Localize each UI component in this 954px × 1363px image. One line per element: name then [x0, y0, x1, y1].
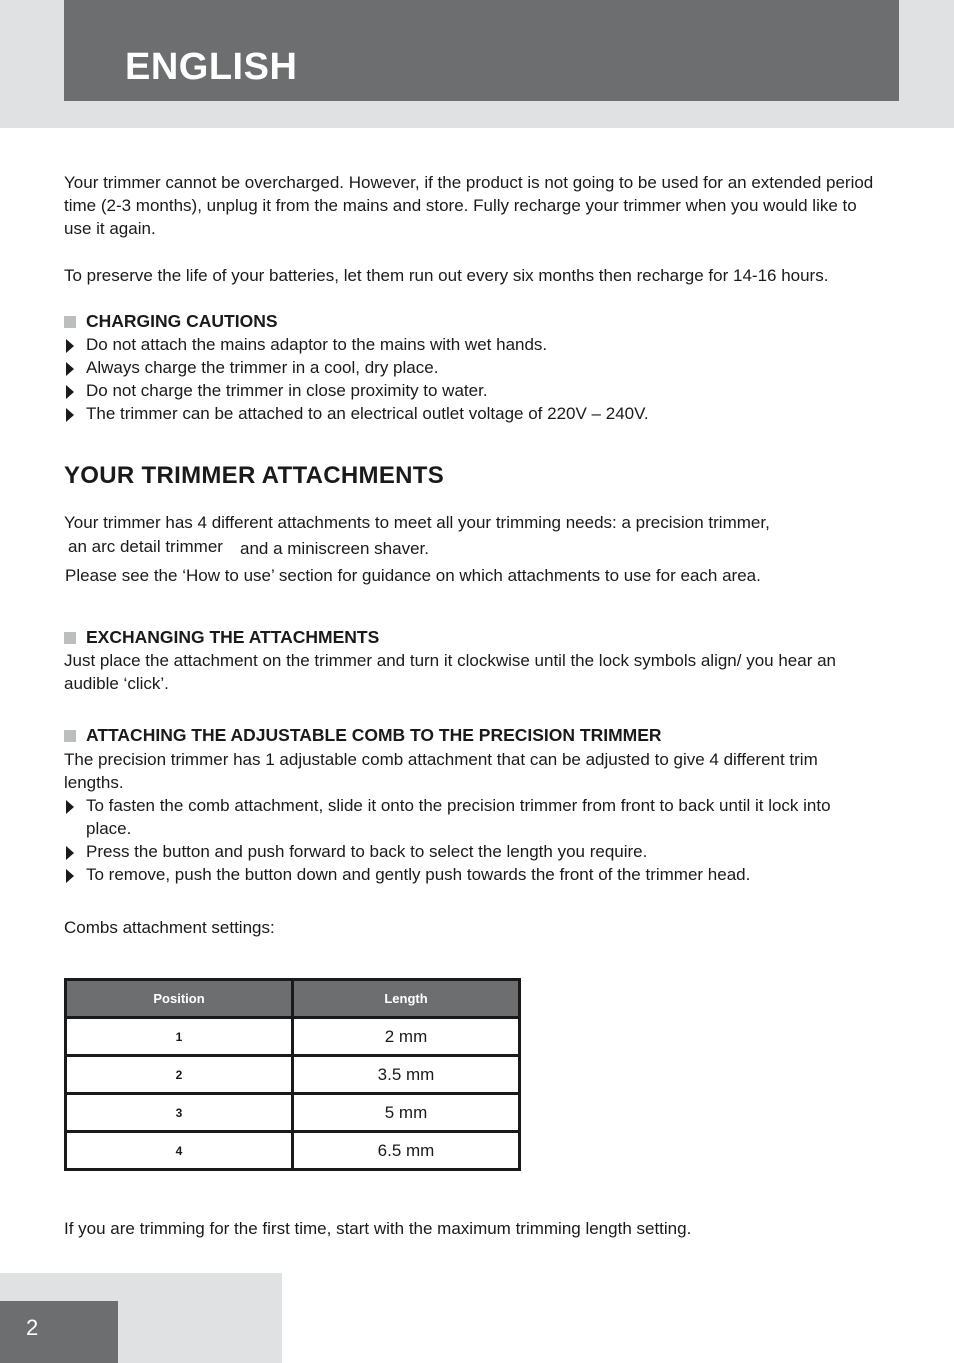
position-cell: 3 [66, 1094, 293, 1132]
adjustable-comb-list [64, 794, 874, 886]
list-item-text: To fasten the comb attachment, slide it onto the precision trimmer from front to back until it lock into place. [86, 796, 831, 838]
table-row [66, 1132, 520, 1170]
list-item [64, 794, 874, 840]
triangle-bullet-icon [66, 385, 74, 399]
exchanging-text: Just place the attachment on the trimmer and turn it clockwise until the lock symbols align/ you hear an audible ‘click’. [64, 651, 836, 693]
comb-settings-label: Combs attachment settings: [64, 918, 275, 937]
list-item [64, 840, 874, 863]
attachments-line-2b: and a miniscreen shaver. [240, 539, 429, 558]
list-item-text: Always charge the trimmer in a cool, dry place. [86, 358, 439, 377]
list-item-text: Press the button and push forward to back to select the length you require. [86, 842, 648, 861]
list-item [64, 379, 884, 402]
length-cell: 5 mm [293, 1094, 520, 1132]
triangle-bullet-icon [66, 846, 74, 860]
square-bullet-icon [64, 632, 76, 644]
square-bullet-icon [64, 316, 76, 328]
triangle-bullet-icon [66, 339, 74, 353]
position-cell: 4 [66, 1132, 293, 1170]
list-item [64, 402, 884, 425]
table-header-row [66, 980, 520, 1018]
list-item-text: Do not attach the mains adaptor to the mains with wet hands. [86, 335, 548, 354]
charging-cautions-list [64, 333, 884, 425]
triangle-bullet-icon [66, 800, 74, 814]
exchanging-heading-text: EXCHANGING THE ATTACHMENTS [86, 627, 380, 647]
position-cell: 2 [66, 1056, 293, 1094]
table-row [66, 1056, 520, 1094]
intro-paragraph-1: Your trimmer cannot be overcharged. However, if the product is not going to be used for an extended period time (2-3 months), unplug it from the mains and store. Fully recharge your trimmer when you would like to use it again. [64, 173, 874, 238]
intro-paragraph-2: To preserve the life of your batteries, let them run out every six months then recharge for 14-16 hours. [64, 266, 829, 285]
attachments-line-3: Please see the ‘How to use’ section for guidance on which attachments to use for each area. [65, 566, 761, 585]
closing-note: If you are trimming for the first time, start with the maximum trimming length setting. [64, 1219, 692, 1238]
table-row [66, 1018, 520, 1056]
adjustable-comb-heading [64, 724, 662, 747]
list-item [64, 333, 884, 356]
attachments-line-2a: an arc detail trimmer [68, 537, 223, 556]
attachments-heading: YOUR TRIMMER ATTACHMENTS [64, 462, 445, 489]
page-title: ENGLISH [125, 46, 298, 88]
column-header-length: Length [293, 980, 520, 1018]
list-item [64, 863, 874, 886]
table-row [66, 1094, 520, 1132]
list-item [64, 356, 884, 379]
adjustable-comb-text: The precision trimmer has 1 adjustable comb attachment that can be adjusted to give 4 different trim lengths. [64, 750, 818, 792]
exchanging-heading [64, 626, 379, 649]
square-bullet-icon [64, 730, 76, 742]
list-item-text: The trimmer can be attached to an electrical outlet voltage of 220V – 240V. [86, 404, 649, 423]
title-bar [64, 0, 899, 101]
triangle-bullet-icon [66, 362, 74, 376]
length-cell: 3.5 mm [293, 1056, 520, 1094]
length-cell: 2 mm [293, 1018, 520, 1056]
column-header-position: Position [66, 980, 293, 1018]
charging-cautions-heading-text: CHARGING CAUTIONS [86, 311, 278, 331]
list-item-text: To remove, push the button down and gently push towards the front of the trimmer head. [86, 865, 751, 884]
comb-settings-table [64, 978, 521, 1171]
list-item-text: Do not charge the trimmer in close proximity to water. [86, 381, 488, 400]
triangle-bullet-icon [66, 869, 74, 883]
triangle-bullet-icon [66, 408, 74, 422]
page-number: 2 [26, 1315, 39, 1340]
position-cell: 1 [66, 1018, 293, 1056]
charging-cautions-heading [64, 310, 278, 333]
length-cell: 6.5 mm [293, 1132, 520, 1170]
page-number-box [0, 1301, 118, 1363]
adjustable-comb-heading-text: ATTACHING THE ADJUSTABLE COMB TO THE PRECISION TRIMMER [86, 725, 662, 745]
attachments-line-1: Your trimmer has 4 different attachments to meet all your trimming needs: a precision trimmer, [64, 513, 770, 532]
